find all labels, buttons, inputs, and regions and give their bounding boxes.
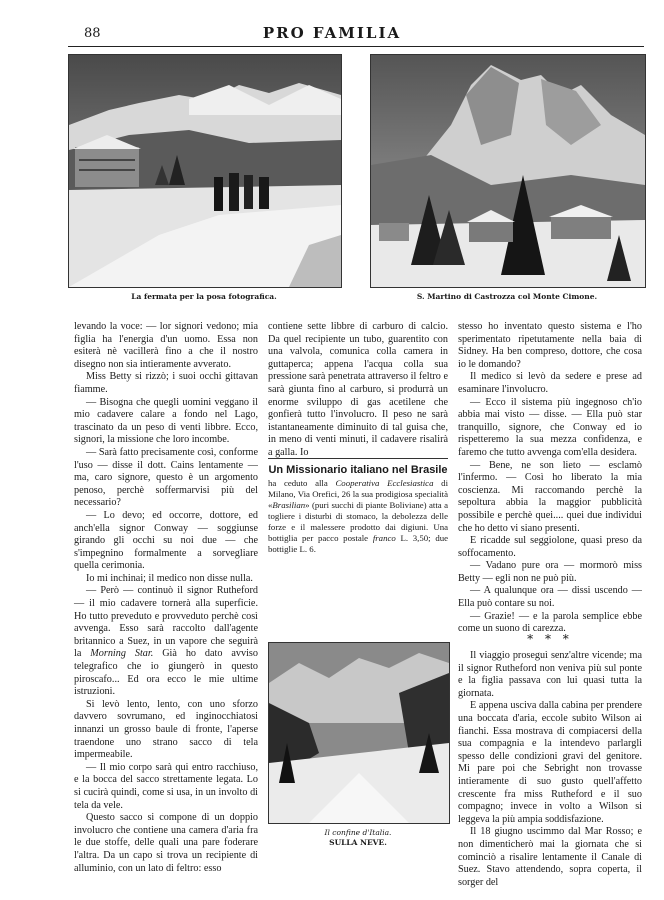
text-column-1 bbox=[74, 321, 258, 875]
header-rule bbox=[68, 46, 644, 47]
paragraph: — Bisogna che quegli uomini veggano il mio cadavere calare a fondo nel Lago, trascinato da un peso di venti libbre. Ecco, signori, la missione che loro incombe. bbox=[74, 396, 258, 446]
paragraph: — A qualunque ora — dissi uscendo — Ella può contare su noi. bbox=[458, 585, 642, 610]
photo-confine-image bbox=[269, 643, 449, 823]
paragraph bbox=[74, 585, 258, 698]
ad-text: ha ceduto alla bbox=[268, 478, 328, 488]
paragraph: — Grazie! — e la parola semplice ebbe come un suono di carezza. bbox=[458, 610, 642, 635]
paragraph: Questo sacco si compone di un doppio involucro che contiene una camera d'aria fra le due stoffe, delle quali una pare foderare l'altra. Da un capo si trova un recipiente di alluminio, con un lato di feltro: esso bbox=[74, 812, 258, 874]
paragraph: E appena usciva dalla cabina per prendere una boccata d'aria, eccole subito Wilson ai fianchi. Essa mostrava di compiacersi della sua compagnia e la intendevo parlargli spesso delle condizioni gravi del genitore. Mi pare poi che Sebright non trovasse intieramente di suo gusto quell'affetto crescente fra miss Rutheford e il suo compagno; invece in volto a Wilson si leggeva la più ampia soddisfazione. bbox=[458, 700, 642, 825]
paragraph: Il 18 giugno uscimmo dal Mar Rosso; e non dimenticherò mai la giornata che si cominciò a risalire lentamente il Canale di Suez. Stavo attendendo, sopra coperta, il sorger del bbox=[458, 826, 642, 888]
paragraph: E ricadde sul seggiolone, quasi preso da soffocamento. bbox=[458, 535, 642, 559]
text-column-2 bbox=[268, 321, 448, 460]
photo-san-martino-image bbox=[371, 55, 645, 287]
ad-text: » (puri succhi di piante Boliviane) atta a togliere i disturbi di stomaco, la debolezza delle forze e il malessere prodotto dai digiuni. Una bottiglia per pacco postale bbox=[268, 500, 448, 543]
ad-org: Cooperativa Ecclesiastica bbox=[335, 478, 434, 488]
paragraph: — Bene, ne son lieto — esclamò l'infermo. — Così ho liberato la mia coscienza. Mi raccomando perchè la sepoltura abbia la maggior pubblicità possibile e perchè quei.... quei due individui che ho detto vi siano presenti. bbox=[458, 459, 642, 534]
paragraph: — Lo devo; ed occorre, dottore, ed anch'ella signor Conway — soggiunse girando gli occhi su noi due — che s'impegnino formalmente a sorvegliare quella cerimonia. bbox=[74, 509, 258, 572]
paragraph: Miss Betty si rizzò; i suoi occhi gittavan fiamme. bbox=[74, 371, 258, 395]
photo-caption-right: S. Martino di Castrozza col Monte Cimone. bbox=[416, 292, 598, 301]
ad-text: L. 3,50; due bottiglie L. 6. bbox=[268, 533, 449, 554]
text-column-3-continued bbox=[458, 650, 642, 889]
paragraph-text: — Però — continuò il signor Rutheford — il mio cadavere tornerà alla superficie. Ho tutto preveduto e provveduto perchè così avvenga. Esso sarà raccolto dall'agente britannico a Suez, in un vapore che seguirà la bbox=[74, 585, 258, 660]
inset-caption-2: SULLA NEVE. bbox=[329, 838, 387, 847]
paragraph: — Sarà fatto precisamente così, conforme l'uso — disse il dott. Cains lentamente — ma, caro signore, questo è un argomento penoso, perchè soffermarvisi più del necessario? bbox=[74, 446, 258, 509]
paragraph: levando la voce: — lor signori vedono; mia figlia ha l'energia d'un uomo. Essa non esiterà nè vacillerà fino a che il nostro disegno non sia intieramente avverato. bbox=[74, 321, 258, 370]
paragraph: Si levò lento, lento, con uno sforzo davvero sovrumano, ed inginocchiatosi innanzi un grosso baule di fronte, l'aperse traendone uno strano sacco di tela impermeabile. bbox=[74, 698, 258, 761]
photo-snow-party-image bbox=[69, 55, 341, 287]
paragraph-text: Già ho dato avviso telegrafico che io giungerò in questo piroscafo... Ed ora ecco le mie ultime istruzioni. bbox=[74, 648, 258, 698]
ad-text: di Milano, Via Orefici, 26 la sua prodigiosa specialità « bbox=[268, 478, 449, 510]
inset-caption-1: Il confine d'Italia. bbox=[324, 828, 392, 837]
section-separator: * * * bbox=[527, 632, 573, 646]
photo-snow-party bbox=[68, 54, 342, 288]
ad-product: Brasilian bbox=[272, 500, 306, 510]
paragraph: — Il mio corpo sarà qui entro racchiuso, e la bocca del sacco strettamente legata. Lo si cucirà quindi, come si usa, in un involto di tela da vele. bbox=[74, 761, 258, 811]
photo-confine bbox=[268, 642, 450, 824]
ad-top-rule bbox=[268, 458, 448, 459]
ad-title: Un Missionario italiano nel Brasile bbox=[268, 464, 448, 476]
page-number: 88 bbox=[84, 26, 101, 41]
paragraph: contiene sette libbre di carburo di calcio. Da quel recipiente un tubo, guarentito con una valvola, comunica colla camera in guttaperca; appena l'acqua colla sua pressione sarà penetrata attraverso il feltro e sarà giunta fino al carburo, si produrrà un enorme sviluppo di gas acetilene che gonfierà tutto l'involucro. Il peso ne sarà istantaneamente diminuito di tal guisa che, in meno di venti minuti, il cadavere risalirà a galla. Io bbox=[268, 321, 448, 458]
paragraph: stesso ho inventato questo sistema e l'ho sperimentato ripetutamente nella baia di Sidney. Ha ben compreso, dottore, che cosa io le domando? bbox=[458, 321, 642, 370]
ship-name: Morning Star. bbox=[90, 648, 154, 660]
paragraph: Il viaggio proseguì senz'altre vicende; ma il signor Rutheford non veniva più sul ponte e la figlia passava con lui quasi tutta la giornata. bbox=[458, 650, 642, 699]
ad-body bbox=[268, 478, 448, 555]
paragraph: — Vadano pure ora — mormorò miss Betty — egli non ne può più. bbox=[458, 560, 642, 584]
paragraph: Io mi inchinai; il medico non disse nulla. bbox=[86, 572, 253, 584]
paragraph: — Ecco il sistema più ingegnoso ch'io abbia mai visto — disse. — Ella può star tranquillo, signore, che Conway ed io rispetteremo la sua mezza confidenza, e faremo che tutto avvenga com'ella desidera. bbox=[458, 396, 642, 458]
photo-caption-left: La fermata per la posa fotografica. bbox=[131, 292, 277, 301]
paragraph: Il medico si levò da sedere e prese ad esaminare l'involucro. bbox=[458, 371, 642, 395]
text-column-3 bbox=[458, 321, 642, 636]
ad-franco: franco bbox=[372, 533, 396, 543]
running-title: PRO FAMILIA bbox=[262, 24, 402, 42]
photo-san-martino bbox=[370, 54, 646, 288]
